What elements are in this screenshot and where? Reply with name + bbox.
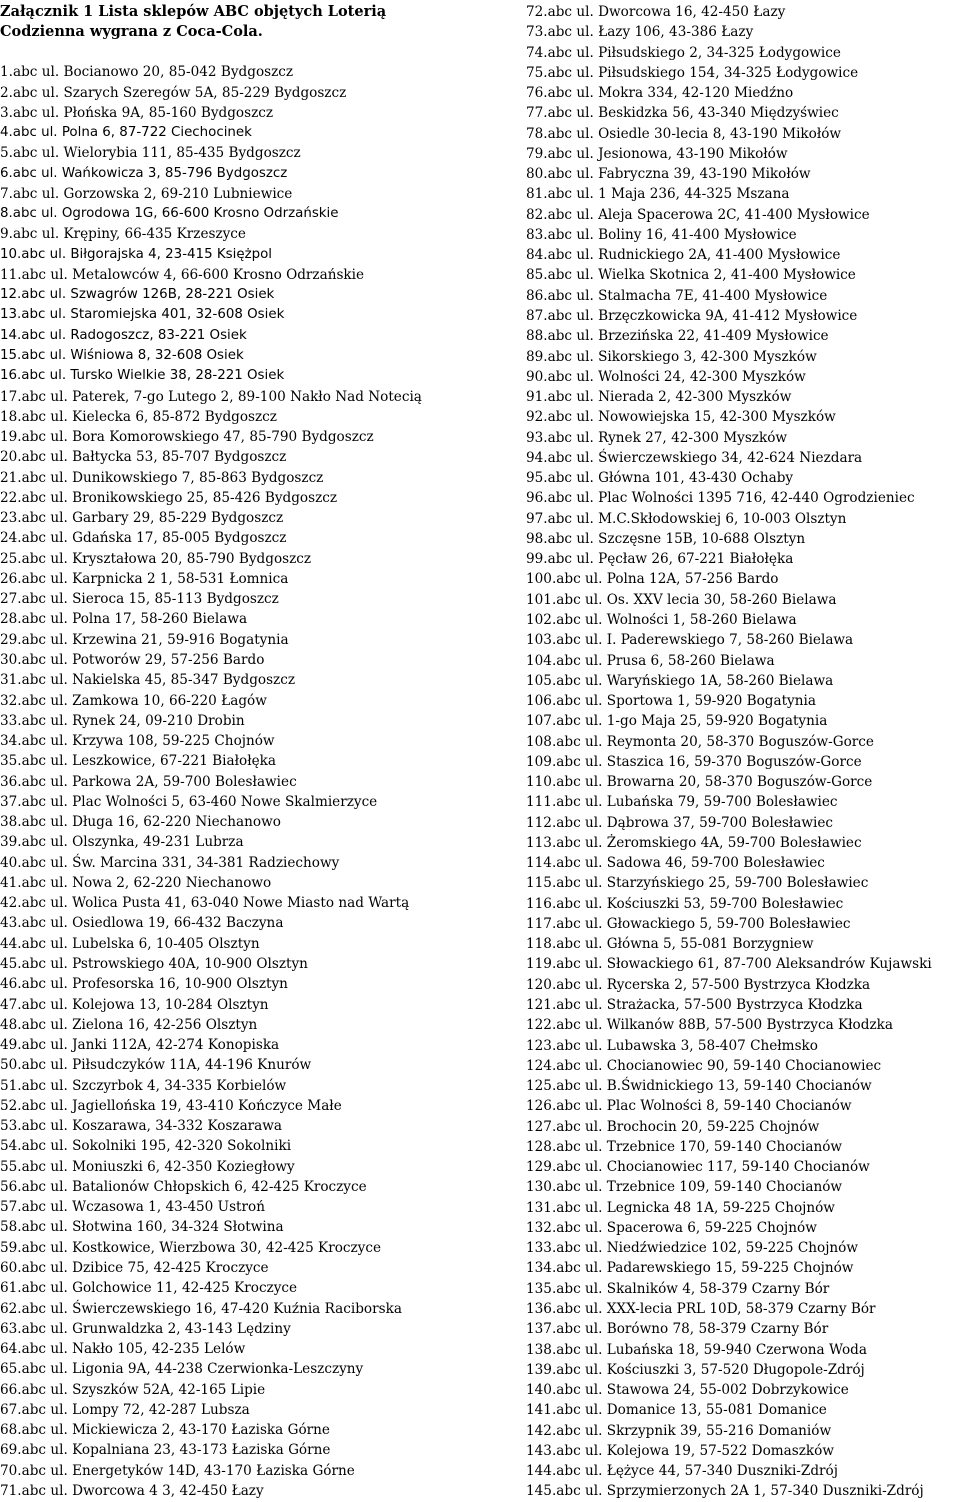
store-entry: 53.abc ul. Koszarawa, 34-332 Koszarawa [0,1118,283,1135]
store-entry: 34.abc ul. Krzywa 108, 59-225 Chojnów [0,733,275,750]
store-entry: 60.abc ul. Dzibice 75, 42-425 Kroczyce [0,1259,269,1276]
store-entry: 47.abc ul. Kolejowa 13, 10-284 Olsztyn [0,996,269,1013]
store-entry: 90.abc ul. Wolności 24, 42-300 Myszków [526,368,806,385]
store-entry: 42.abc ul. Wolica Pusta 41, 63-040 Nowe Miasto nad Wartą [0,895,410,912]
store-entry: 119.abc ul. Słowackiego 61, 87-700 Aleksandrów Kujawski [526,956,932,973]
store-entry: 112.abc ul. Dąbrowa 37, 59-700 Bolesławiec [526,814,833,831]
store-entry: 73.abc ul. Łazy 106, 43-386 Łazy [526,24,754,41]
store-entry: 15.abc ul. Wiśniowa 8, 32-608 Osiek [0,348,244,364]
store-entry: 14.abc ul. Radogoszcz, 83-221 Osiek [0,327,247,343]
store-entry: 31.abc ul. Nakielska 45, 85-347 Bydgoszcz [0,672,295,689]
store-entry: 124.abc ul. Chocianowiec 90, 59-140 Chocianowiec [526,1057,882,1074]
store-entry: 88.abc ul. Brzezińska 22, 41-409 Mysłowice [526,328,829,345]
store-entry: 76.abc ul. Mokra 334, 42-120 Miedźno [526,85,794,102]
store-entry: 120.abc ul. Rycerska 2, 57-500 Bystrzyca Kłodzka [526,976,871,993]
store-entry: 56.abc ul. Batalionów Chłopskich 6, 42-425 Kroczyce [0,1178,367,1195]
store-entry: 10.abc ul. Biłgorajska 4, 23-415 Księżpol [0,246,273,262]
store-entry: 137.abc ul. Borówno 78, 58-379 Czarny Bór [526,1321,829,1338]
store-entry: 121.abc ul. Strażacka, 57-500 Bystrzyca Kłodzka [526,997,863,1014]
store-entry: 107.abc ul. 1-go Maja 25, 59-920 Bogatynia [526,713,828,730]
store-entry: 35.abc ul. Leszkowice, 67-221 Białołęka [0,753,277,770]
store-entry: 62.abc ul. Świerczewskiego 16, 47-420 Kuźnia Raciborska [0,1300,402,1317]
store-entry: 103.abc ul. I. Paderewskiego 7, 58-260 Bielawa [526,632,854,649]
store-entry: 87.abc ul. Brzęczkowicka 9A, 41-412 Mysłowice [526,307,858,324]
store-entry: 132.abc ul. Spacerowa 6, 59-225 Chojnów [526,1219,817,1236]
store-entry: 68.abc ul. Mickiewicza 2, 43-170 Łaziska Górne [0,1422,330,1439]
store-entry: 131.abc ul. Legnicka 48 1A, 59-225 Chojnów [526,1199,835,1216]
document-title-line-1: Załącznik 1 Lista sklepów ABC objętych Loterią [0,3,387,20]
store-entry: 77.abc ul. Beskidzka 56, 43-340 Międzyświec [526,105,839,122]
store-entry: 118.abc ul. Główna 5, 55-081 Borzygniew [526,936,814,953]
store-entry: 26.abc ul. Karpnicka 2 1, 58-531 Łomnica [0,570,289,587]
store-entry: 80.abc ul. Fabryczna 39, 43-190 Mikołów [526,166,811,183]
store-entry: 33.abc ul. Rynek 24, 09-210 Drobin [0,712,245,729]
store-entry: 57.abc ul. Wczasowa 1, 43-450 Ustroń [0,1199,265,1216]
store-entry: 74.abc ul. Piłsudskiego 2, 34-325 Łodygowice [526,44,841,61]
store-entry: 79.abc ul. Jesionowa, 43-190 Mikołów [526,145,788,162]
store-entry: 141.abc ul. Domanice 13, 55-081 Domanice [526,1402,827,1419]
store-entry: 38.abc ul. Długa 16, 62-220 Niechanowo [0,814,281,831]
store-entry: 29.abc ul. Krzewina 21, 59-916 Bogatynia [0,631,289,648]
store-entry: 49.abc ul. Janki 112A, 42-274 Konopiska [0,1037,280,1054]
store-list-left [0,62,472,1501]
store-entry: 104.abc ul. Prusa 6, 58-260 Bielawa [526,652,775,669]
store-entry: 81.abc ul. 1 Maja 236, 44-325 Mszana [526,186,790,203]
store-entry: 51.abc ul. Szczyrbok 4, 34-335 Korbielów [0,1077,287,1094]
store-entry: 66.abc ul. Szyszków 52A, 42-165 Lipie [0,1381,266,1398]
store-entry: 45.abc ul. Pstrowskiego 40A, 10-900 Olsztyn [0,955,308,972]
store-entry: 145.abc ul. Sprzymierzonych 2A 1, 57-340 Duszniki-Zdrój [526,1483,924,1500]
store-entry: 95.abc ul. Główna 101, 43-430 Ochaby [526,470,794,487]
store-entry: 92.abc ul. Nowowiejska 15, 42-300 Myszków [526,409,836,426]
store-entry: 142.abc ul. Skrzypnik 39, 55-216 Domaniów [526,1422,832,1439]
store-entry: 98.abc ul. Szczęsne 15B, 10-688 Olsztyn [526,530,806,547]
store-entry: 129.abc ul. Chocianowiec 117, 59-140 Chocianów [526,1159,870,1176]
store-entry: 94.abc ul. Świerczewskiego 34, 42-624 Niezdara [526,449,863,466]
store-entry: 86.abc ul. Stalmacha 7E, 41-400 Mysłowice [526,287,828,304]
store-entry: 55.abc ul. Moniuszki 6, 42-350 Koziegłowy [0,1158,295,1175]
store-entry: 67.abc ul. Lompy 72, 42-287 Lubsza [0,1401,250,1418]
store-entry: 72.abc ul. Dworcowa 16, 42-450 Łazy [526,4,786,20]
store-entry: 89.abc ul. Sikorskiego 3, 42-300 Myszków [526,348,817,365]
store-entry: 130.abc ul. Trzebnice 109, 59-140 Chocianów [526,1179,843,1196]
store-entry: 37.abc ul. Plac Wolności 5, 63-460 Nowe Skalmierzyce [0,793,378,810]
store-entry: 114.abc ul. Sadowa 46, 59-700 Bolesławiec [526,855,825,872]
store-entry: 113.abc ul. Żeromskiego 4A, 59-700 Bolesławiec [526,834,862,851]
store-entry: 97.abc ul. M.C.Skłodowskiej 6, 10-003 Olsztyn [526,510,847,527]
store-entry: 96.abc ul. Plac Wolności 1395 716, 42-440 Ogrodzieniec [526,490,915,507]
store-entry: 30.abc ul. Potworów 29, 57-256 Bardo [0,652,265,668]
store-entry: 83.abc ul. Boliny 16, 41-400 Mysłowice [526,226,797,243]
store-entry: 2.abc ul. Szarych Szeregów 5A, 85-229 Bydgoszcz [0,84,347,101]
store-entry: 106.abc ul. Sportowa 1, 59-920 Bogatynia [526,693,816,710]
store-entry: 39.abc ul. Olszynka, 49-231 Lubrza [0,834,244,851]
store-entry: 128.abc ul. Trzebnice 170, 59-140 Chocianów [526,1138,843,1155]
store-entry: 21.abc ul. Dunikowskiego 7, 85-863 Bydgoszcz [0,469,324,486]
store-entry: 101.abc ul. Os. XXV lecia 30, 58-260 Bielawa [526,591,837,608]
store-entry: 91.abc ul. Nierada 2, 42-300 Myszków [526,389,792,406]
store-entry: 111.abc ul. Lubańska 79, 59-700 Bolesławiec [526,794,838,811]
store-entry: 70.abc ul. Energetyków 14D, 43-170 Łaziska Górne [0,1462,355,1479]
store-entry: 23.abc ul. Garbary 29, 85-229 Bydgoszcz [0,510,284,527]
store-entry: 84.abc ul. Rudnickiego 2A, 41-400 Mysłowice [526,247,841,264]
store-entry: 48.abc ul. Zielona 16, 42-256 Olsztyn [0,1016,258,1033]
store-entry: 27.abc ul. Sieroca 15, 85-113 Bydgoszcz [0,591,279,608]
store-entry: 18.abc ul. Kielecka 6, 85-872 Bydgoszcz [0,408,277,425]
store-entry: 3.abc ul. Płońska 9A, 85-160 Bydgoszcz [0,104,274,121]
store-entry: 65.abc ul. Ligonia 9A, 44-238 Czerwionka-Leszczyny [0,1361,364,1378]
store-entry: 11.abc ul. Metalowców 4, 66-600 Krosno Odrzańskie [0,266,365,283]
store-entry: 8.abc ul. Ogrodowa 1G, 66-600 Krosno Odrzańskie [0,206,339,222]
store-entry: 140.abc ul. Stawowa 24, 55-002 Dobrzykowice [526,1382,849,1399]
store-entry: 1.abc ul. Bocianowo 20, 85-042 Bydgoszcz [0,64,294,81]
store-list-right [526,2,960,1502]
store-entry: 143.abc ul. Kolejowa 19, 57-522 Domaszków [526,1442,834,1459]
store-entry: 93.abc ul. Rynek 27, 42-300 Myszków [526,429,788,446]
title-spacer [0,42,472,62]
store-entry: 125.abc ul. B.Świdnickiego 13, 59-140 Chocianów [526,1078,872,1095]
store-entry: 59.abc ul. Kostkowice, Wierzbowa 30, 42-425 Kroczyce [0,1239,382,1256]
store-entry: 9.abc ul. Krępiny, 66-435 Krzeszyce [0,226,246,243]
store-entry: 138.abc ul. Lubańska 18, 59-940 Czerwona Woda [526,1341,867,1358]
store-entry: 116.abc ul. Kościuszki 53, 59-700 Bolesławiec [526,895,844,912]
store-entry: 43.abc ul. Osiedlowa 19, 66-432 Baczyna [0,915,284,932]
store-entry: 4.abc ul. Polna 6, 87-722 Ciechocinek [0,125,252,141]
store-entry: 127.abc ul. Brochocin 20, 59-225 Chojnów [526,1118,820,1135]
store-entry: 13.abc ul. Staromiejska 401, 32-608 Osiek [0,307,285,323]
store-entry: 28.abc ul. Polna 17, 58-260 Bielawa [0,611,248,628]
store-entry: 40.abc ul. Św. Marcina 331, 34-381 Radziechowy [0,854,340,871]
store-entry: 22.abc ul. Bronikowskiego 25, 85-426 Bydgoszcz [0,489,338,506]
store-entry: 85.abc ul. Wielka Skotnica 2, 41-400 Mysłowice [526,267,856,284]
store-entry: 52.abc ul. Jagiellońska 19, 43-410 Kończyce Małe [0,1097,342,1114]
store-entry: 24.abc ul. Gdańska 17, 85-005 Bydgoszcz [0,530,287,547]
store-entry: 109.abc ul. Staszica 16, 59-370 Boguszów-Gorce [526,753,862,770]
store-entry: 64.abc ul. Nakło 105, 42-235 Lelów [0,1341,246,1358]
store-entry: 7.abc ul. Gorzowska 2, 69-210 Lubniewice [0,185,293,202]
store-entry: 6.abc ul. Wańkowicza 3, 85-796 Bydgoszcz [0,165,288,181]
store-entry: 135.abc ul. Skalników 4, 58-379 Czarny Bór [526,1280,830,1297]
store-entry: 82.abc ul. Aleja Spacerowa 2C, 41-400 Mysłowice [526,206,870,223]
store-entry: 19.abc ul. Bora Komorowskiego 47, 85-790 Bydgoszcz [0,429,374,446]
store-entry: 108.abc ul. Reymonta 20, 58-370 Boguszów-Gorce [526,733,874,750]
store-entry: 12.abc ul. Szwagrów 126B, 28-221 Osiek [0,287,275,303]
store-entry: 41.abc ul. Nowa 2, 62-220 Niechanowo [0,874,272,891]
store-entry: 78.abc ul. Osiedle 30-lecia 8, 43-190 Mikołów [526,125,842,142]
store-entry: 102.abc ul. Wolności 1, 58-260 Bielawa [526,611,797,628]
store-entry: 136.abc ul. XXX-lecia PRL 10D, 58-379 Czarny Bór [526,1301,876,1317]
store-entry: 133.abc ul. Niedźwiedzice 102, 59-225 Chojnów [526,1240,858,1257]
store-entry: 36.abc ul. Parkowa 2A, 59-700 Bolesławiec [0,773,297,790]
store-entry: 115.abc ul. Starzyńskiego 25, 59-700 Bolesławiec [526,875,869,892]
store-entry: 46.abc ul. Profesorska 16, 10-900 Olsztyn [0,976,288,993]
store-entry: 75.abc ul. Piłsudskiego 154, 34-325 Łodygowice [526,64,859,81]
store-entry: 123.abc ul. Lubawska 3, 58-407 Chełmsko [526,1037,818,1054]
store-entry: 50.abc ul. Piłsudczyków 11A, 44-196 Knurów [0,1057,312,1074]
store-entry: 58.abc ul. Słotwina 160, 34-324 Słotwina [0,1219,284,1236]
store-entry: 25.abc ul. Kryształowa 20, 85-790 Bydgoszcz [0,550,312,567]
store-entry: 117.abc ul. Głowackiego 5, 59-700 Bolesławiec [526,915,851,932]
store-entry: 63.abc ul. Grunwaldzka 2, 43-143 Lędziny [0,1320,291,1337]
document-title-line-2: Codzienna wygrana z Coca-Cola. [0,23,263,40]
store-entry: 5.abc ul. Wielorybia 111, 85-435 Bydgoszcz [0,145,301,162]
store-entry: 122.abc ul. Wilkanów 88B, 57-500 Bystrzyca Kłodzka [526,1017,893,1034]
store-entry: 139.abc ul. Kościuszki 3, 57-520 Długopole-Zdrój [526,1361,865,1378]
store-entry: 144.abc ul. Łężyce 44, 57-340 Duszniki-Zdrój [526,1463,838,1480]
store-entry: 110.abc ul. Browarna 20, 58-370 Boguszów-Gorce [526,774,873,791]
store-entry: 20.abc ul. Bałtycka 53, 85-707 Bydgoszcz [0,449,287,466]
store-entry: 134.abc ul. Padarewskiego 15, 59-225 Chojnów [526,1260,854,1277]
store-list-left-column [0,2,472,1501]
store-entry: 99.abc ul. Pęcław 26, 67-221 Białołęka [526,551,794,568]
store-entry: 17.abc ul. Paterek, 7-go Lutego 2, 89-100 Nakło Nad Notecią [0,388,422,405]
store-entry: 54.abc ul. Sokolniki 195, 42-320 Sokolniki [0,1138,292,1155]
store-entry: 71.abc ul. Dworcowa 4 3, 42-450 Łazy [0,1482,264,1499]
store-entry: 32.abc ul. Zamkowa 10, 66-220 Łagów [0,692,267,709]
store-entry: 44.abc ul. Lubelska 6, 10-405 Olsztyn [0,935,260,952]
store-entry: 105.abc ul. Waryńskiego 1A, 58-260 Bielawa [526,672,834,689]
store-entry: 100.abc ul. Polna 12A, 57-256 Bardo [526,571,779,588]
store-entry: 61.abc ul. Golchowice 11, 42-425 Kroczyce [0,1280,298,1297]
store-list-right-column [526,2,960,1502]
store-entry: 126.abc ul. Plac Wolności 8, 59-140 Chocianów [526,1098,852,1115]
store-entry: 69.abc ul. Kopalniana 23, 43-173 Łaziska Górne [0,1442,331,1459]
store-entry: 16.abc ul. Tursko Wielkie 38, 28-221 Osiek [0,368,285,384]
